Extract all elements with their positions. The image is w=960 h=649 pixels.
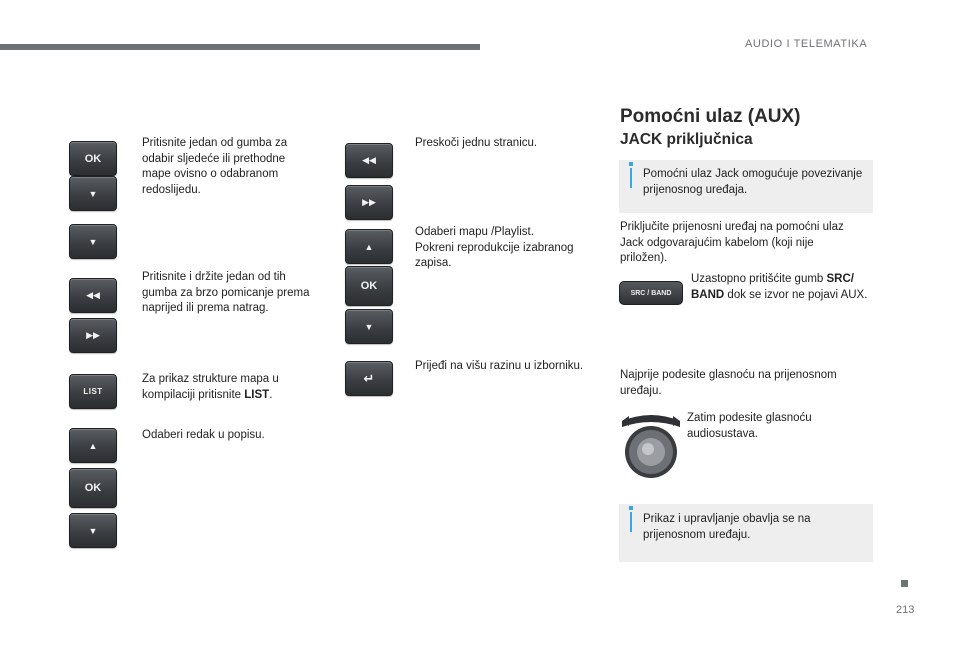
forward-icon: ▶▶ <box>362 197 376 207</box>
ok-button[interactable]: OK <box>69 141 117 176</box>
section-title: AUDIO I TELEMATIKA <box>745 38 868 50</box>
page-number: 213 <box>896 604 915 616</box>
up-button[interactable] <box>69 428 117 463</box>
arrow-down-icon: ▼ <box>364 321 374 332</box>
text-skip-page: Preskoči jednu stranicu. <box>415 137 538 149</box>
rewind-button[interactable] <box>69 278 117 313</box>
forward-button[interactable] <box>69 318 117 353</box>
src-band-button[interactable]: SRC / BAND <box>619 281 683 305</box>
page-forward-button[interactable] <box>345 185 393 220</box>
forward-icon: ▶▶ <box>86 330 100 340</box>
text-connect-jack: Priključite prijenosni uređaj na pomoćni ulaz Jack odgovarajućim kabelom (koji nije priložen). <box>620 221 844 264</box>
text-src-band: Uzastopno pritišćite gumb SRC/ BAND dok se izvor ne pojavi AUX. <box>691 273 868 301</box>
down-button[interactable] <box>69 176 117 211</box>
text-set-device-volume: Najprije podesite glasnoću na prijenosnom uređaju. <box>620 369 837 397</box>
ok-button-2[interactable]: OK <box>69 468 117 508</box>
info-note-2: Prikaz i upravljanje obavlja se na prijenosnom uređaju. <box>619 504 873 562</box>
section-heading: Pomoćni ulaz (AUX) <box>620 106 801 127</box>
section-subheading: JACK priključnica <box>620 131 753 148</box>
up-button-col2[interactable] <box>345 229 393 264</box>
down-button-2[interactable] <box>69 224 117 259</box>
footer-marker <box>901 580 908 587</box>
ok-button-col2[interactable]: OK <box>345 266 393 306</box>
info-note-1: Pomoćni ulaz Jack omogućuje povezivanje prijenosnog uređaja. <box>619 160 873 213</box>
down-button-3[interactable] <box>69 513 117 548</box>
return-icon: ↵ <box>363 370 375 386</box>
arrow-down-icon: ▼ <box>88 188 98 199</box>
text-select-playlist: Odaberi mapu /Playlist. Pokreni reprodukcije izabranog zapisa. <box>415 226 574 269</box>
arrow-up-icon: ▲ <box>88 440 98 451</box>
arrow-down-icon: ▼ <box>88 525 98 536</box>
header-bar <box>0 44 480 50</box>
page-back-button[interactable] <box>345 143 393 178</box>
down-button-col2[interactable] <box>345 309 393 344</box>
rewind-icon: ◀◀ <box>86 290 100 300</box>
text-menu-up: Prijeđi na višu razinu u izborniku. <box>415 360 584 372</box>
text-set-system-volume: Zatim podesite glasnoću audiosustava. <box>687 412 812 440</box>
text-list: Za prikaz strukture mapa u kompilaciji pritisnite LIST. <box>142 373 279 401</box>
arrow-up-icon: ▲ <box>364 241 374 252</box>
list-button[interactable]: LIST <box>69 374 117 409</box>
text-select-line: Odaberi redak u popisu. <box>142 429 265 441</box>
volume-knob-icon[interactable] <box>620 413 682 479</box>
rewind-icon: ◀◀ <box>362 155 376 165</box>
text-select-folder: Pritisnite jedan od gumba za odabir sljedeće ili prethodne mape ovisno o odabranom redoslijedu. <box>142 137 288 196</box>
back-button[interactable] <box>345 361 393 396</box>
arrow-down-icon: ▼ <box>88 236 98 247</box>
text-fast-seek: Pritisnite i držite jedan od tih gumba za brzo pomicanje prema naprijed ili prema natrag. <box>142 271 310 314</box>
info-icon <box>630 512 632 532</box>
info-icon <box>630 168 632 188</box>
